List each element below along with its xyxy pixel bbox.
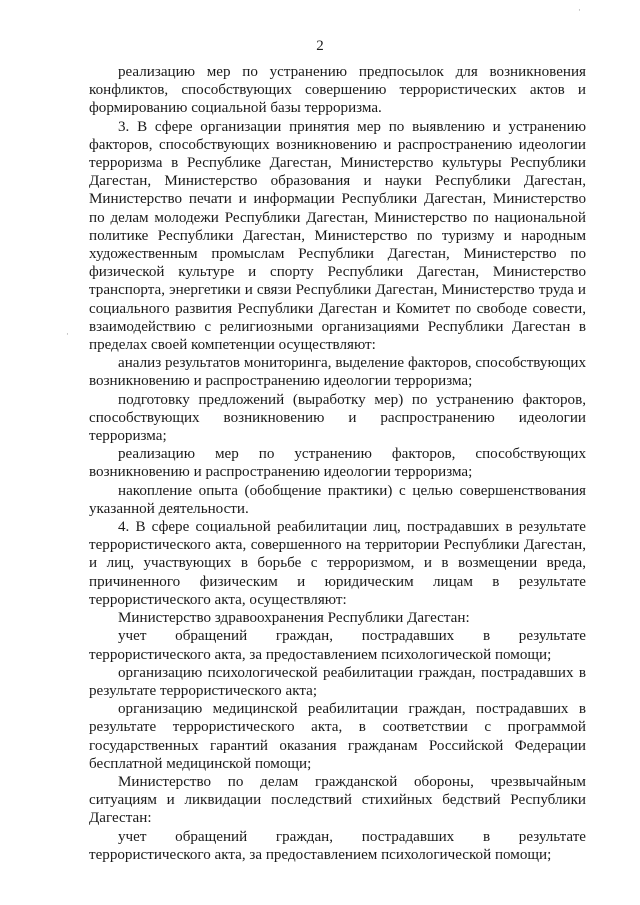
paragraph: 4. В сфере социальной реабилитации лиц, пострадавших в результате террористического акта, совершенного на территории Республики Дагестан, и лиц, участвующих в борьбе с терроризмом, и в возмещении вреда, причиненного физическим и юридическим лицам в результате террористического акта, осуществляют: xyxy=(89,519,586,608)
paragraph: организацию психологической реабилитации граждан, пострадавших в результате террористического акта; xyxy=(89,664,586,699)
scan-artifact: · xyxy=(66,330,69,340)
paragraph: 3. В сфере организации принятия мер по выявлению и устранению факторов, способствующих возникновению и распространению идеологии терроризма в Республике Дагестан, Министерство культуры Республики Дагестан, Министерство образования и науки Республики Дагестан, Министерство печати и информации Республики Дагестан, Министерство по делам молодежи Республики Дагестан, Министерство по национальной политике Республики Дагестан, Министерство по туризму и народным художественным промыслам Республики Дагестан, Министерство по физической культуре и спорту Республики Дагестан, Министерство транспорта, энергетики и связи Республики Дагестан, Министерство труда и социального развития Республики Дагестан и Комитет по свободе совести, взаимодействию с религиозными организациями Республики Дагестан в пределах своей компетенции осуществляют: xyxy=(89,118,586,354)
paragraph: Министерство здравоохранения Республики Дагестан: xyxy=(118,610,470,627)
paragraph: учет обращений граждан, пострадавших в результате террористического акта, за предоставлением психологической помощи; xyxy=(89,828,586,863)
document-body xyxy=(89,63,586,864)
paragraph: анализ результатов мониторинга, выделение факторов, способствующих возникновению и распространению идеологии терроризма; xyxy=(89,355,586,390)
page-number: 2 xyxy=(316,38,324,54)
paragraph: накопление опыта (обобщение практики) с целью совершенствования указанной деятельности. xyxy=(89,482,586,517)
paragraph: организацию медицинской реабилитации граждан, пострадавших в результате террористического акта, в соответствии с программой государственных гарантий оказания гражданам Российской Федерации бесплатной медицинской помощи; xyxy=(89,701,586,772)
paragraph: подготовку предложений (выработку мер) по устранению факторов, способствующих возникновению и распространению идеологии терроризма; xyxy=(89,391,586,445)
paragraph: реализацию мер по устранению предпосылок для возникновения конфликтов, способствующих совершению террористических актов и формированию социальной базы терроризма. xyxy=(89,64,586,117)
paragraph: реализацию мер по устранению факторов, способствующих возникновению и распространению идеологии терроризма; xyxy=(89,446,586,481)
paragraph: Министерство по делам гражданской обороны, чрезвычайным ситуациям и ликвидации последствий стихийных бедствий Республики Дагестан: xyxy=(89,773,586,827)
scan-artifact: · xyxy=(578,6,581,16)
paragraph: учет обращений граждан, пострадавших в результате террористического акта, за предоставлением психологической помощи; xyxy=(89,628,586,663)
